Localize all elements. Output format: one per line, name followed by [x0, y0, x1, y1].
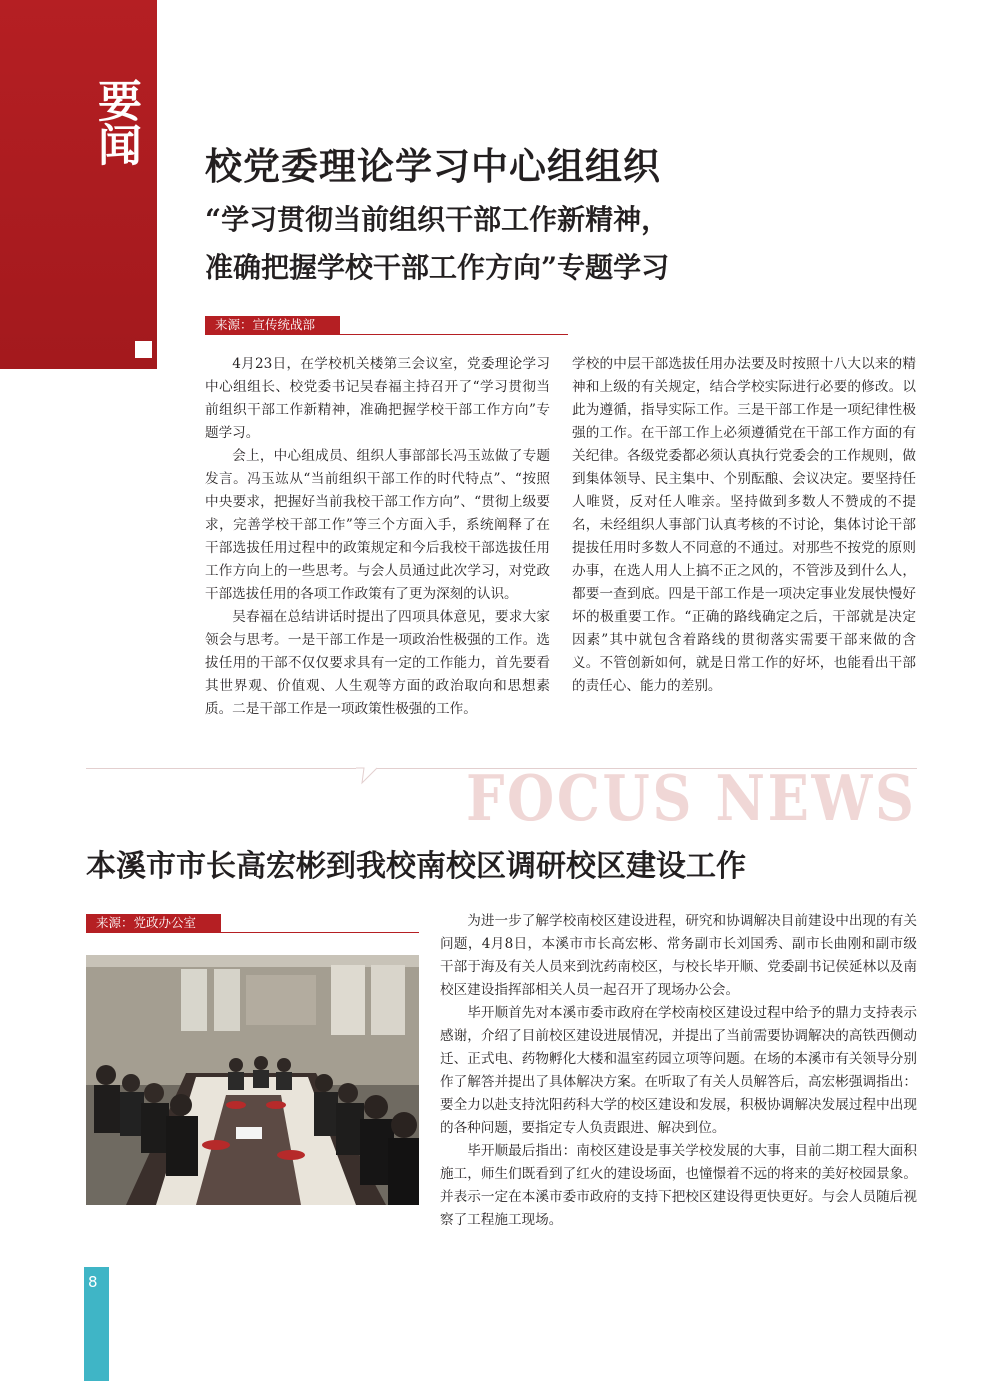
article1-title: 校党委理论学习中心组组织	[205, 144, 661, 188]
article2-source-rule	[86, 932, 419, 933]
article1-paragraph: 吴春福在总结讲话时提出了四项具体意见，要求大家领会与思考。一是干部工作是一项政治性极强的工作。选拔任用的干部不仅仅要求具有一定的工作能力，首先要看其世界观、价值观、人生观等方面的政治取向和思想素质。二是干部工作是一项政策性极强的工作。	[205, 609, 550, 717]
article2-paragraph: 毕开顺首先对本溪市委市政府在学校南校区建设过程中给予的鼎力支持表示感谢，介绍了目前校区建设进展情况，并提出了当前需要协调解决的高铁西侧动迁、正式电、药物孵化大楼和温室药园立项等问题。在场的本溪市有关领导分别作了解答并提出了具体解决方案。在听取了有关人员解答后，高宏彬强调指出：要全力以赴支持沈阳药科大学的校区建设和发展，积极协调解决发展过程中出现的各种问题，要指定专人负责跟进、解决到位。	[440, 1005, 917, 1136]
divider-notch-icon	[356, 767, 378, 785]
meeting-photo-image	[86, 955, 419, 1205]
section-divider	[86, 768, 356, 769]
decorative-square	[135, 341, 152, 358]
article1-column-right	[572, 353, 916, 698]
article1-subtitle-line1: “学习贯彻当前组织干部工作新精神，	[205, 203, 670, 236]
article1-subtitle	[205, 196, 845, 292]
article2-body	[440, 910, 917, 1232]
page-number: 8	[88, 1273, 98, 1291]
focus-news-watermark: FOCUS NEWS	[466, 761, 917, 835]
article1-column-left	[205, 353, 550, 721]
article2-title: 本溪市市长高宏彬到我校南校区调研校区建设工作	[86, 849, 746, 884]
article2-source-tag: 来源：党政办公室	[86, 914, 221, 932]
article1-paragraph: 学校的中层干部选拔任用办法要及时按照十八大以来的精神和上级的有关规定，结合学校实际进行必要的修改。以此为遵循，指导实际工作。三是干部工作是一项纪律性极强的工作。在干部工作上必须遵循党在干部工作方面的有关纪律。各级党委都必须认真执行党委会的工作规则，做到集体领导、民主集中、个别酝酿、会议决定。要坚持任人唯贤，反对任人唯亲。坚持做到多数人不赞成的不提名，未经组织人事部门认真考核的不讨论，集体讨论干部提拔任用时多数人不同意的不通过。对那些不按党的原则办事，在选人用人上搞不正之风的，不管涉及到什么人，都要一查到底。四是干部工作是一项决定事业发展快慢好坏的极重要工作。“正确的路线确定之后，干部就是决定因素”其中就包含着路线的贯彻落实需要干部来做的含义。不管创新如何，就是日常工作的好坏，也能看出干部的责任心、能力的差别。	[572, 356, 916, 694]
section-label: 要闻	[90, 78, 141, 166]
article2-paragraph: 为进一步了解学校南校区建设进程，研究和协调解决目前建设中出现的有关问题，4月8日，本溪市市长高宏彬、常务副市长刘国秀、副市长曲刚和副市级干部于海及有关人员来到沈药南校区，与校长毕开顺、党委副书记侯延林以及南校区建设指挥部相关人员一起召开了现场办公会。	[440, 913, 917, 998]
article1-paragraph: 4月23日，在学校机关楼第三会议室，党委理论学习中心组组长、校党委书记吴春福主持召开了“学习贯彻当前组织干部工作新精神，准确把握学校干部工作方向”专题学习。	[205, 356, 550, 441]
article1-paragraph: 会上，中心组成员、组织人事部部长冯玉竑做了专题发言。冯玉竑从“当前组织干部工作的时代特点”、“按照中央要求，把握好当前我校干部工作方向”、“贯彻上级要求，完善学校干部工作”等三个方面入手，系统阐释了在干部选拔任用过程中的政策规定和今后我校干部选拔任用工作方向上的一些思考。与会人员通过此次学习，对党政干部选拔任用的各项工作政策有了更为深刻的认识。	[205, 448, 550, 602]
article2-paragraph: 毕开顺最后指出：南校区建设是事关学校发展的大事，目前二期工程大面积施工，师生们既看到了红火的建设场面，也憧憬着不远的将来的美好校园景象。并表示一定在本溪市委市政府的支持下把校区建设得更快更好。与会人员随后视察了工程施工现场。	[440, 1143, 917, 1228]
article1-subtitle-line2: 准确把握学校干部工作方向”专题学习	[205, 251, 670, 284]
article1-source-rule	[205, 334, 568, 335]
article1-source-tag: 来源：宣传统战部	[205, 316, 340, 334]
meeting-photo	[86, 955, 419, 1205]
section-banner	[0, 0, 157, 369]
